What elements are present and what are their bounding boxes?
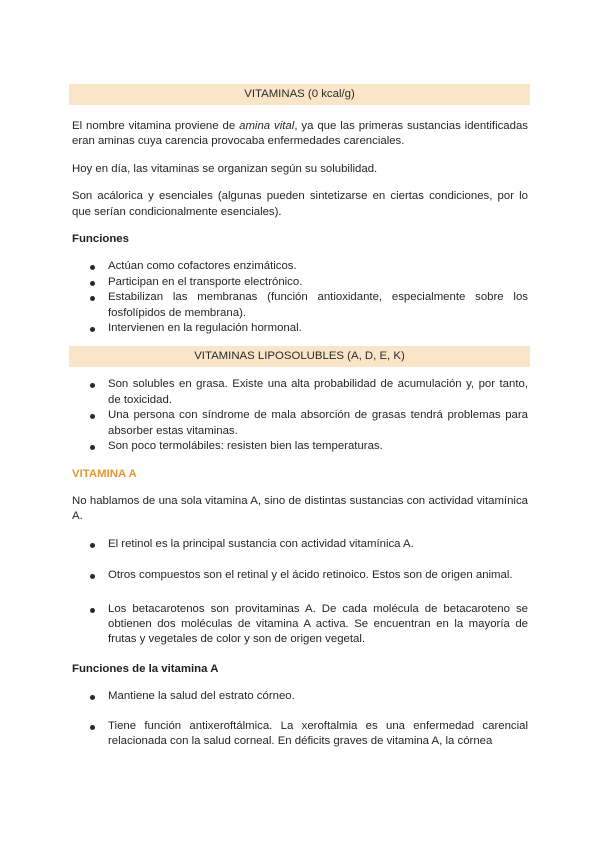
intro-text: El nombre vitamina proviene de [72,120,240,132]
intro-paragraph-1 [72,119,528,150]
intro-paragraph-3: Son acálorica y esenciales (algunas pueden sintetizarse en ciertas condiciones, por lo que serían condicionalmente esenciales). [72,190,528,218]
funciones-heading: Funciones [72,233,129,246]
section-banner-liposolubles: VITAMINAS LIPOSOLUBLES (A, D, E, K) [69,346,530,367]
list-item: Actúan como cofactores enzimáticos. [72,259,528,274]
vitamina-a-heading: VITAMINA A [72,467,137,480]
list-item: El retinol es la principal sustancia con actividad vitamínica A. [72,537,528,552]
list-item: Otros compuestos son el retinal y el ácido retinoico. Estos son de origen animal. [72,568,528,583]
liposolubles-list [72,377,528,454]
list-item: Mantiene la salud del estrato córneo. [72,689,528,704]
list-item: Tiene función antixeroftálmica. La xeroftalmia es una enfermedad carencial relacionada con la salud corneal. En déficits graves de vitamina A, la córnea [72,719,528,750]
list-item: Los betacarotenos son provitaminas A. De cada molécula de betacaroteno se obtienen dos moléculas de vitamina A activa. Se encuentran en la mayoría de frutas y vegetales de color y son de origen vegetal. [72,602,528,648]
funciones-a-list [72,689,528,749]
document-page [72,84,528,749]
list-item: Son solubles en grasa. Existe una alta probabilidad de acumulación y, por tanto, de toxicidad. [72,377,528,408]
intro-italic-term: amina vital [239,120,295,132]
intro-paragraph-2: Hoy en día, las vitaminas se organizan según su solubilidad. [72,162,378,175]
list-item: Son poco termolábiles: resisten bien las temperaturas. [72,439,528,454]
section-banner-vitaminas: VITAMINAS (0 kcal/g) [69,84,530,105]
list-item: Participan en el transporte electrónico. [72,275,528,290]
vitamina-a-intro: No hablamos de una sola vitamina A, sino de distintas sustancias con actividad vitamínica A. [72,494,528,523]
vitamina-a-list [72,537,528,648]
funciones-a-heading: Funciones de la vitamina A [72,662,219,675]
list-item: Estabilizan las membranas (función antioxidante, especialmente sobre los fosfolípidos de membrana). [72,290,528,321]
list-item: Intervienen en la regulación hormonal. [72,321,528,336]
list-item: Una persona con síndrome de mala absorción de grasas tendrá problemas para absorber estas vitaminas. [72,408,528,439]
intro-text-end: , ya que las primeras sustancias identificadas eran aminas cuya carencia provocaba enfermedades carenciales. [72,120,528,148]
funciones-list [72,259,528,336]
